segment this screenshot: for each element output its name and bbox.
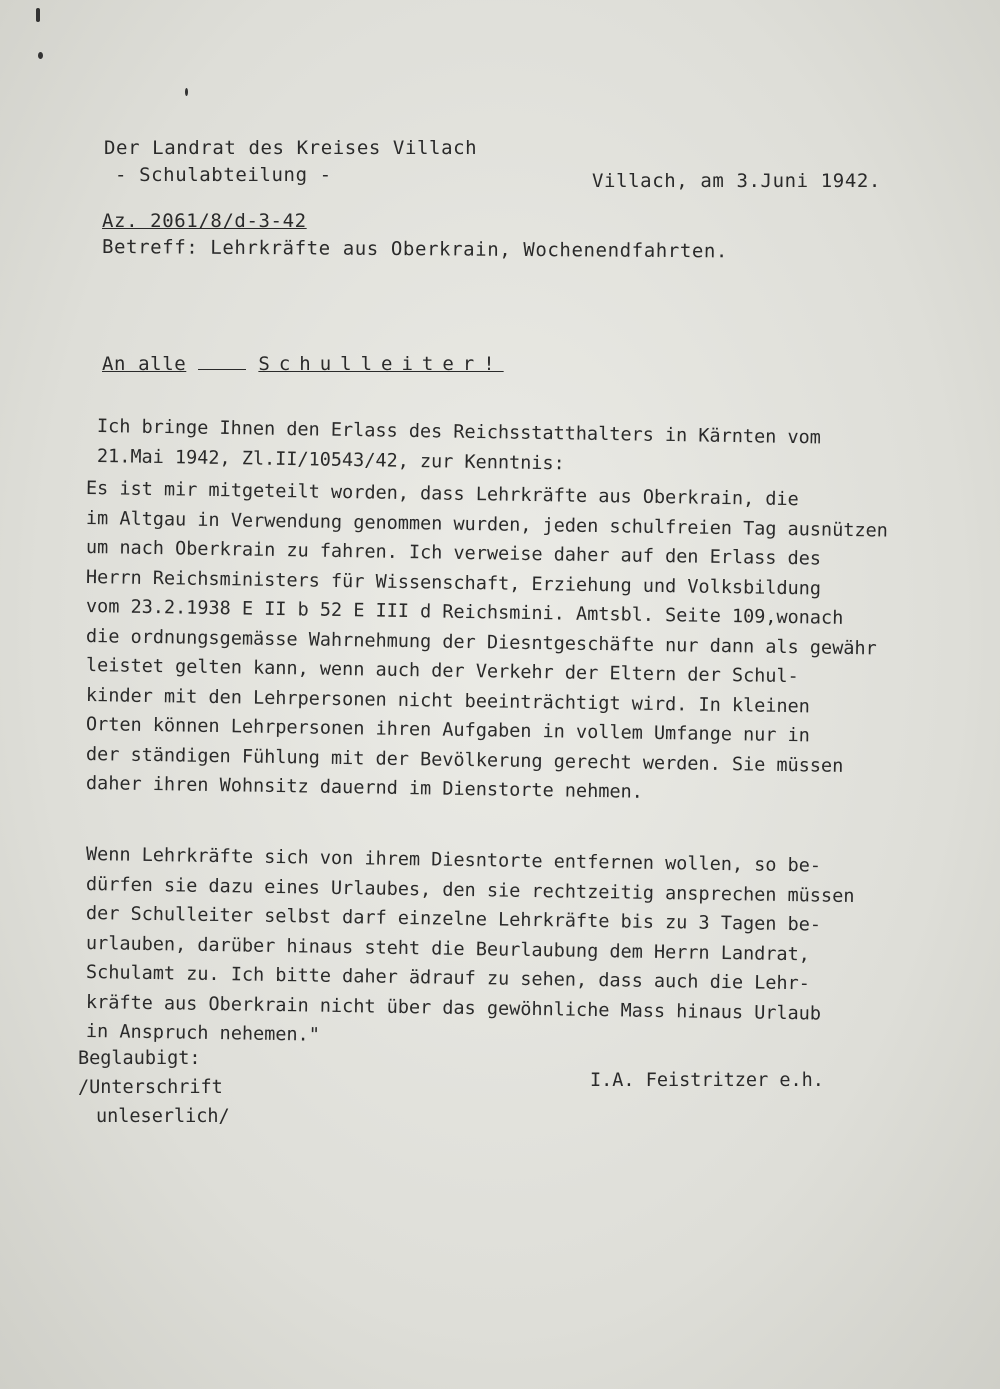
text-line: um nach Oberkrain zu fahren. Ich verweise daher auf den Erlass des: [85, 537, 822, 570]
text-line: 21.Mai 1942, Zl.II/10543/42, zur Kenntnis:: [96, 445, 565, 474]
ink-speck: [38, 52, 43, 59]
text-line: Ich bringe Ihnen den Erlass des Reichsstatthalters in Kärnten vom: [96, 416, 822, 449]
salutation-prefix: An alle: [102, 353, 187, 375]
text-line: in Anspruch nehemen.": [85, 1021, 321, 1046]
text-line: daher ihren Wohnsitz dauernd im Dienstorte nehmen.: [85, 773, 644, 803]
certification-block: [78, 1044, 230, 1131]
text-line: vom 23.2.1938 E II b 52 E III d Reichsmini. Amtsbl. Seite 109,wonach: [85, 596, 844, 629]
salutation-addressee: Schulleiter!: [258, 353, 504, 375]
text-line: Orten können Lehrpersonen ihren Aufgaben in vollem Umfange nur in: [85, 714, 811, 747]
ink-speck: [36, 8, 40, 22]
quoted-decree-paragraph-2: [86, 840, 966, 1047]
text-line: die ordnungsgemässe Wahrnehmung der Diesntgeschäfte nur dann als gewähr: [85, 625, 877, 659]
text-line: Es ist mir mitgeteilt worden, dass Lehrkräfte aus Oberkrain, die: [85, 478, 799, 511]
salutation: [102, 353, 504, 375]
text-line: der Schulleiter selbst darf einzelne Lehrkräfte bis zu 3 Tagen be-: [85, 903, 822, 936]
signature-note-line-1: /Unterschrift: [78, 1077, 223, 1098]
text-line: im Altgau in Verwendung genommen wurden, jeden schulfreien Tag ausnützen: [85, 507, 889, 542]
intro-paragraph: [96, 412, 977, 474]
signature-note-line-2: unleserlich/: [96, 1106, 230, 1127]
text-line: kräfte aus Oberkrain nicht über das gewöhnliche Mass hinaus Urlaub: [85, 991, 822, 1025]
ink-speck: [185, 88, 188, 96]
quoted-decree-paragraph-1: [85, 474, 966, 803]
text-line: urlauben, darüber hinaus steht die Beurlaubung dem Herrn Landrat,: [85, 932, 811, 965]
place-date: Villach, am 3.Juni 1942.: [592, 170, 881, 192]
subject-line: Betreff: Lehrkräfte aus Oberkrain, Wochenendfahrten.: [101, 236, 729, 263]
department-name: - Schulabteilung -: [115, 164, 332, 186]
text-line: Herrn Reichsministers für Wissenschaft, Erziehung und Volksbildung: [85, 566, 822, 600]
file-number: Az. 2061/8/d-3-42: [102, 210, 307, 232]
text-line: kinder mit den Lehrpersonen nicht beeinträchtigt wird. In kleinen: [85, 684, 811, 717]
text-line: leistet gelten kann, wenn auch der Verkehr der Eltern der Schul-: [85, 655, 799, 688]
text-line: der ständigen Fühlung mit der Bevölkerung gerecht werden. Sie müssen: [85, 743, 844, 777]
authority-name: Der Landrat des Kreises Villach: [104, 137, 478, 159]
text-line: Wenn Lehrkräfte sich von ihrem Diesntorte entfernen wollen, so be-: [85, 844, 822, 877]
text-line: Schulamt zu. Ich bitte daher ädrauf zu sehen, dass auch die Lehr-: [85, 962, 811, 995]
signatory: I.A. Feistritzer e.h.: [590, 1070, 824, 1091]
text-line: dürfen sie dazu eines Urlaubes, den sie rechtzeitig ansprechen müssen: [85, 873, 855, 907]
certified-label: Beglaubigt:: [78, 1048, 201, 1069]
